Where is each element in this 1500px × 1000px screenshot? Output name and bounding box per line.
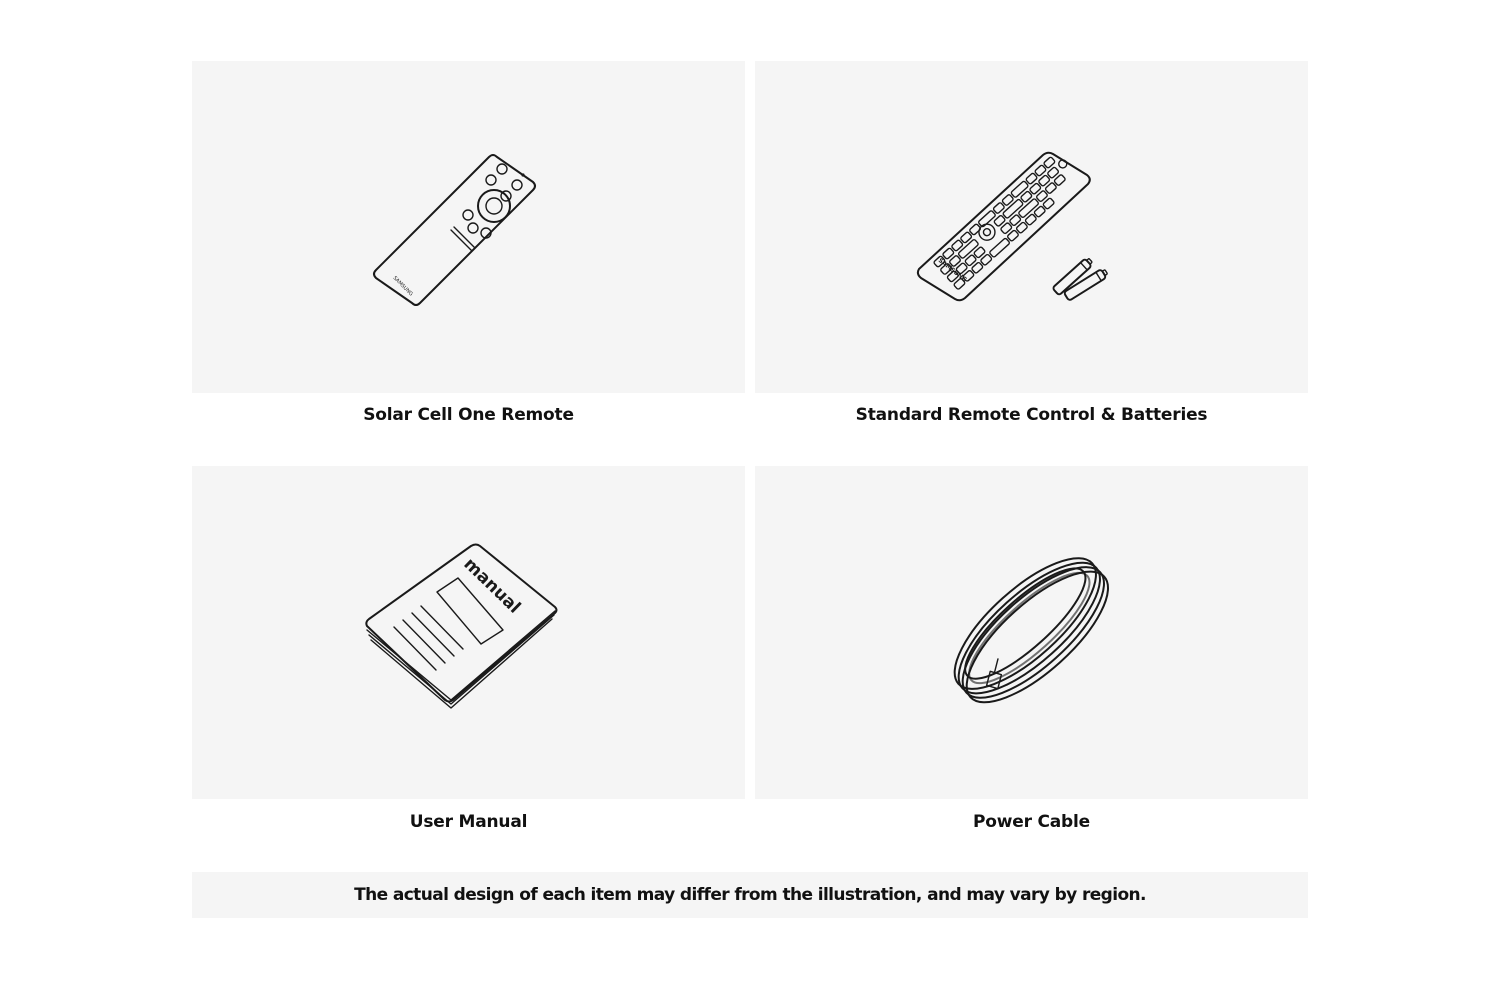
solar-remote-icon <box>359 127 579 327</box>
manual-cover-text: manual <box>459 553 524 618</box>
item-label-solar-remote: Solar Cell One Remote <box>363 405 574 425</box>
batteries-icon <box>1052 257 1109 301</box>
brand-mark: SAMSUNG <box>936 257 968 284</box>
standard-remote-icon <box>912 127 1152 327</box>
brand-mark: SAMSUNG <box>391 275 414 298</box>
item-tile-power-cable <box>755 466 1308 799</box>
item-label-power-cable: Power Cable <box>973 812 1090 832</box>
manual-icon <box>359 538 579 728</box>
disclaimer-bar <box>192 872 1308 918</box>
item-tile-user-manual <box>192 466 745 799</box>
item-label-standard-remote: Standard Remote Control & Batteries <box>855 405 1208 425</box>
item-tile-solar-remote <box>192 61 745 393</box>
disclaimer-text: The actual design of each item may differ from the illustration, and may vary by region. <box>354 885 1146 905</box>
power-cable-icon <box>932 543 1132 723</box>
item-tile-standard-remote <box>755 61 1308 393</box>
item-label-user-manual: User Manual <box>409 812 528 832</box>
